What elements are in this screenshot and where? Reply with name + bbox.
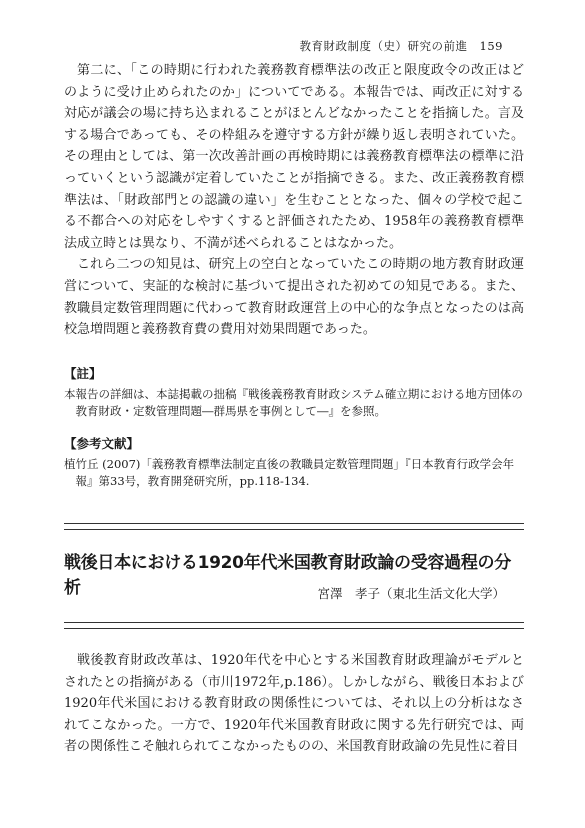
references-heading: 【参考文献】 [64, 436, 140, 451]
body-text [64, 60, 524, 341]
article-title: 戦後日本における1920年代米国教育財政論の受容過程の分析 [64, 553, 511, 598]
paragraph: 戦後教育財政改革は、1920年代を中心とする米国教育財政理論がモデルとされたとの指摘がある（市川1972年,p.186）。しかしながら、戦後日本および1920年代米国における教育財政の関係性については、それ以上の分析はなされてこなかった。一方で、1920年代米国教育財政に関する先行研究では、両者の関係性こそ触れられてこなかったものの、米国教育財政論の先見性に着目 [64, 653, 524, 755]
paragraph: これら二つの知見は、研究上の空白となっていたこの時期の地方教育財政運営について、実証的な検討に基づいて提出された初めての知見である。また、教職員定数管理問題に代わって教育財政運営上の中心的な争点となったのは高校急増問題と義務教育費の費用対効果問題であった。 [64, 257, 524, 338]
author-line: 宮澤 孝子（東北生活文化大学） [317, 586, 505, 601]
divider [64, 523, 524, 530]
reference-item: 植竹丘 (2007)「義務教育標準法制定直後の教職員定数管理問題」『日本教育行政学会年報』第33号，教育開発研究所，pp.118-134. [64, 457, 515, 488]
divider [64, 622, 524, 629]
note-text: 本報告の詳細は、本誌掲載の拙稿『戦後義務教育財政システム確立期における地方団体の教育財政・定数管理問題―群馬県を事例として―』を参照。 [64, 387, 523, 418]
article-body [64, 650, 524, 758]
paragraph: 第二に、「この時期に行われた義務教育標準法の改正と限度政令の改正はどのように受け止められたのか」についてである。本報告では、両改正に対する対応が議会の場に持ち込まれることがほとんどなかったことを指摘した。言及する場合であっても、その枠組みを遵守する方針が繰り返し表明されていた。その理由としては、第一次改善計画の再検時期には義務教育標準法の標準に沿っていくという認識が定着していたことが指摘できる。また、改正義務教育標準法は、「財政部門との認識の違い」を生むこととなった、個々の学校で起こる不都合への対応をしやすくすると評価されたため、1958年の義務教育標準法成立時とは異なり、不満が述べられることはなかった。 [64, 63, 524, 251]
notes-heading: 【註】 [64, 366, 102, 381]
references-section [64, 434, 524, 490]
notes-section [64, 364, 524, 420]
running-head: 教育財政制度（史）研究の前進 159 [299, 39, 503, 53]
